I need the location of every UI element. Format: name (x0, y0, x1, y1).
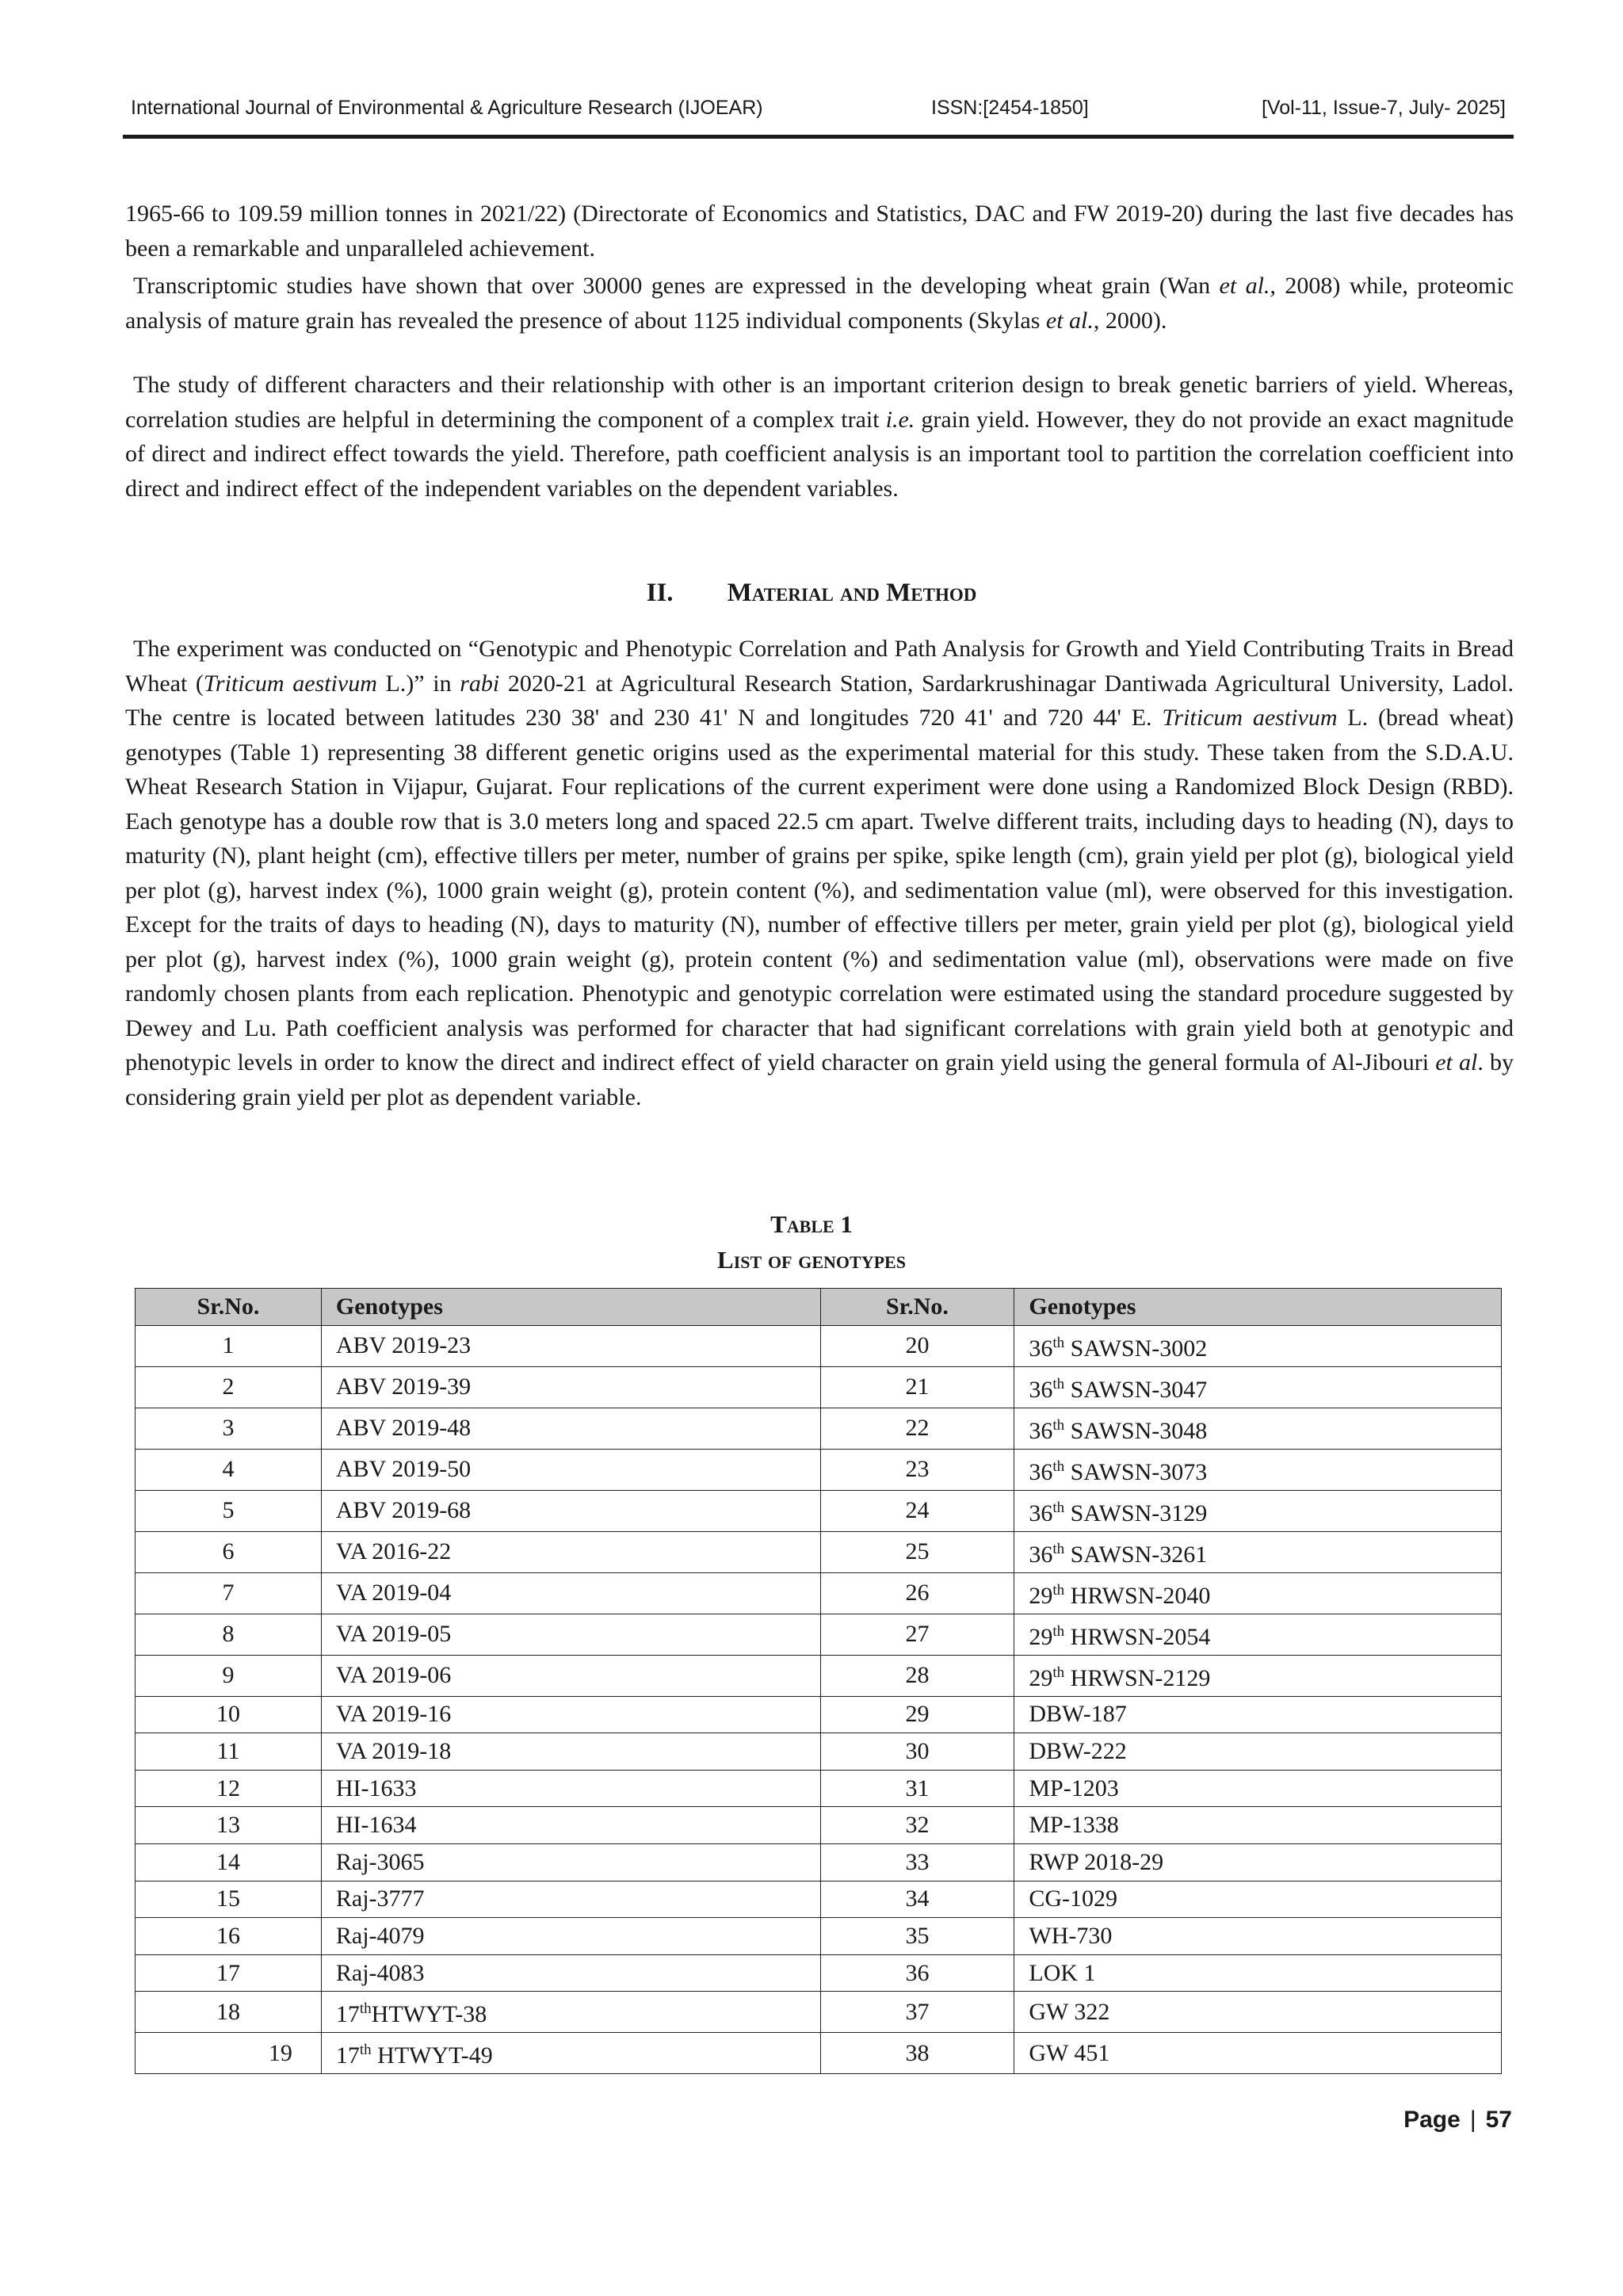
paragraph-text: , 2000). (1093, 307, 1167, 334)
genotype-name: SAWSN-3002 (1064, 1335, 1208, 1362)
table-row (136, 2033, 1502, 2074)
table-row (136, 1614, 1502, 1655)
serial-number-cell: 24 (820, 1490, 1014, 1531)
genotype-cell (1014, 1655, 1502, 1696)
genotype-cell: VA 2016-22 (321, 1531, 820, 1572)
genotype-cell: WH-730 (1014, 1918, 1502, 1955)
column-header: Sr.No. (820, 1289, 1014, 1326)
ordinal-suffix: th (1052, 1416, 1065, 1434)
serial-number-cell: 37 (820, 1992, 1014, 2033)
genotype-prefix: 17 (335, 2042, 360, 2069)
genotype-cell: GW 451 (1014, 2033, 1502, 2074)
volume-info: [Vol-11, Issue-7, July- 2025] (1261, 97, 1506, 119)
genotype-cell: ABV 2019-48 (321, 1408, 820, 1449)
genotype-prefix: 36 (1029, 1499, 1053, 1526)
genotype-cell: LOK 1 (1014, 1954, 1502, 1992)
serial-number-cell: 28 (820, 1655, 1014, 1696)
ordinal-suffix: th (1052, 1622, 1065, 1640)
serial-number-cell: 18 (136, 1992, 322, 2033)
genotype-cell (1014, 1572, 1502, 1614)
serial-number-cell: 38 (820, 2033, 1014, 2074)
genotype-cell: ABV 2019-68 (321, 1490, 820, 1531)
paragraph-text: . by considering grain yield per plot as dependent variable. (125, 1049, 1514, 1110)
genotype-cell: MP-1338 (1014, 1807, 1502, 1844)
table-row (136, 1366, 1502, 1408)
genotype-cell: VA 2019-18 (321, 1733, 820, 1771)
column-header: Genotypes (321, 1289, 820, 1326)
serial-number-cell: 26 (820, 1572, 1014, 1614)
ordinal-suffix: th (359, 2000, 372, 2018)
genotype-cell: VA 2019-06 (321, 1655, 820, 1696)
serial-number-cell: 5 (136, 1490, 322, 1531)
genotype-cell: DBW-187 (1014, 1696, 1502, 1733)
genotype-cell: MP-1203 (1014, 1770, 1502, 1807)
genotype-cell: Raj-3777 (321, 1881, 820, 1918)
table-row (136, 1696, 1502, 1733)
genotype-prefix: 29 (1029, 1664, 1053, 1691)
table-row (136, 1490, 1502, 1531)
genotype-cell (1014, 1531, 1502, 1572)
table-row (136, 1733, 1502, 1771)
table-number: Table 1 (770, 1210, 853, 1238)
serial-number-cell: 25 (820, 1531, 1014, 1572)
genotype-prefix: 17 (335, 2001, 360, 2028)
genotype-cell (1014, 1408, 1502, 1449)
genotype-name: HRWSN-2129 (1064, 1664, 1211, 1691)
table-row (136, 1881, 1502, 1918)
genotype-prefix: 36 (1029, 1541, 1053, 1568)
paragraph-text: 2020-21 at Agricultural Research Station, Sardarkrushinagar Dantiwada Agricultural University, Ladol. The centre is located between latitudes 230 38' and 230 41' N and longitudes 720 41' and 720 44' E. (125, 670, 1514, 731)
page-number (1403, 2107, 1512, 2134)
serial-number-cell: 2 (136, 1366, 322, 1408)
paragraph-text: grain yield. However, they do not provide an exact magnitude of direct and indirect effect towards the yield. Therefore, path coefficient analysis is an important tool to partition the correlation coefficient into direct and indirect effect of the independent variables on the dependent variables. (125, 406, 1514, 502)
ordinal-suffix: th (1052, 1457, 1065, 1475)
genotype-cell: RWP 2018-29 (1014, 1843, 1502, 1881)
genotype-name: HTWYT-49 (371, 2042, 493, 2069)
transcriptomic-paragraph (125, 269, 1514, 338)
citation-etal: et al (1435, 1049, 1478, 1075)
table-row (136, 1449, 1502, 1490)
serial-number-cell: 11 (136, 1733, 322, 1771)
genotype-cell (321, 2033, 820, 2074)
genotype-cell: VA 2019-04 (321, 1572, 820, 1614)
serial-number-cell: 14 (136, 1843, 322, 1881)
ordinal-suffix: th (1052, 1581, 1065, 1599)
serial-number-cell: 20 (820, 1325, 1014, 1366)
genotype-cell: Raj-4083 (321, 1954, 820, 1992)
genotype-prefix: 29 (1029, 1623, 1053, 1650)
serial-number-cell: 10 (136, 1696, 322, 1733)
genotype-prefix: 29 (1029, 1582, 1053, 1609)
table-header-row (136, 1289, 1502, 1326)
serial-number-cell: 31 (820, 1770, 1014, 1807)
genotype-name: SAWSN-3261 (1064, 1541, 1208, 1568)
table-row (136, 1325, 1502, 1366)
table-title: List of genotypes (717, 1246, 906, 1274)
genotype-name: SAWSN-3129 (1064, 1499, 1208, 1526)
table-row (136, 1655, 1502, 1696)
serial-number-cell: 17 (136, 1954, 322, 1992)
citation-etal: et al. (1045, 307, 1094, 334)
genotype-cell: HI-1634 (321, 1807, 820, 1844)
species-name: Triticum aestivum (1162, 705, 1338, 731)
serial-number-cell: 29 (820, 1696, 1014, 1733)
serial-number-cell: 12 (136, 1770, 322, 1807)
serial-number-cell: 6 (136, 1531, 322, 1572)
serial-number-cell: 22 (820, 1408, 1014, 1449)
ordinal-suffix: th (1052, 1499, 1065, 1516)
serial-number-cell: 30 (820, 1733, 1014, 1771)
genotype-name: SAWSN-3073 (1064, 1458, 1208, 1485)
ordinal-suffix: th (1052, 1375, 1065, 1392)
table-row (136, 1770, 1502, 1807)
table-row (136, 1807, 1502, 1844)
method-paragraph (125, 632, 1514, 1114)
season-term: rabi (460, 670, 500, 697)
genotype-cell: ABV 2019-50 (321, 1449, 820, 1490)
paragraph-text: The study of different characters and their relationship with other is an important criterion design to break genetic barriers of yield. Whereas, correlation studies are helpful in determining the component of a complex trait (125, 372, 1514, 433)
ordinal-suffix: th (1052, 1334, 1065, 1351)
serial-number-cell: 13 (136, 1807, 322, 1844)
genotype-name: SAWSN-3048 (1064, 1417, 1208, 1444)
serial-number-cell: 16 (136, 1918, 322, 1955)
table-row (136, 1572, 1502, 1614)
serial-number-cell: 19 (136, 2033, 322, 2074)
table-row (136, 1408, 1502, 1449)
genotype-cell: HI-1633 (321, 1770, 820, 1807)
genotype-cell (1014, 1325, 1502, 1366)
genotype-prefix: 36 (1029, 1335, 1053, 1362)
journal-name: International Journal of Environmental & Agriculture Research (IJOEAR) (131, 97, 763, 119)
serial-number-cell: 9 (136, 1655, 322, 1696)
citation-etal: et al., (1219, 273, 1276, 299)
serial-number-cell: 4 (136, 1449, 322, 1490)
page-label: Page (1403, 2107, 1461, 2133)
column-header: Genotypes (1014, 1289, 1502, 1326)
paragraph-text: Transcriptomic studies have shown that over 30000 genes are expressed in the developing wheat grain (Wan (133, 273, 1220, 299)
genotype-cell: ABV 2019-39 (321, 1366, 820, 1408)
genotype-cell: VA 2019-05 (321, 1614, 820, 1655)
serial-number-cell: 35 (820, 1918, 1014, 1955)
genotype-cell: DBW-222 (1014, 1733, 1502, 1771)
genotype-name: HRWSN-2040 (1064, 1582, 1211, 1609)
table-row (136, 1954, 1502, 1992)
serial-number-cell: 36 (820, 1954, 1014, 1992)
intro-paragraph-continued (125, 197, 1514, 266)
ordinal-suffix: th (1052, 1540, 1065, 1557)
column-header: Sr.No. (136, 1289, 322, 1326)
genotype-cell (1014, 1614, 1502, 1655)
path-analysis-paragraph (125, 368, 1514, 506)
serial-number-cell: 23 (820, 1449, 1014, 1490)
section-heading (0, 579, 1623, 608)
genotype-prefix: 36 (1029, 1376, 1053, 1403)
genotype-cell (1014, 1449, 1502, 1490)
paragraph-text: L. (bread wheat) genotypes (Table 1) representing 38 different genetic origins used as the experimental material for this study. These taken from the S.D.A.U. Wheat Research Station in Vijapur, Gujarat. Four replications of the current experiment were done using a Randomized Block Design (RBD). Each genotype has a double row that is 3.0 meters long and spaced 22.5 cm apart. Twelve different traits, including days to heading (N), days to maturity (N), plant height (cm), effective tillers per meter, number of grains per spike, spike length (cm), grain yield per plot (g), biological yield per plot (g), harvest index (%), 1000 grain weight (g), protein content (%), and sedimentation value (ml), were observed for this investigation. Except for the traits of days to heading (N), days to maturity (N), number of effective tillers per meter, grain yield per plot (g), biological yield per plot (g), harvest index (%), 1000 grain weight (g), protein content (%) and sedimentation value (ml), observations were made on five randomly chosen plants from each replication. Phenotypic and genotypic correlation were estimated using the standard procedure suggested by Dewey and Lu. Path coefficient analysis was performed for character that had significant correlations with grain yield both at genotypic and phenotypic levels in order to know the direct and indirect effect of yield character on grain yield using the general formula of Al-Jibouri (125, 705, 1514, 1075)
ordinal-suffix: th (359, 2042, 372, 2059)
table-row (136, 1918, 1502, 1955)
ie-abbrev: i.e. (885, 406, 915, 433)
serial-number-cell: 3 (136, 1408, 322, 1449)
serial-number-cell: 32 (820, 1807, 1014, 1844)
genotype-cell: VA 2019-16 (321, 1696, 820, 1733)
serial-number-cell: 1 (136, 1325, 322, 1366)
genotype-cell: CG-1029 (1014, 1881, 1502, 1918)
genotype-cell: GW 322 (1014, 1992, 1502, 2033)
page-number-value: 57 (1485, 2107, 1512, 2133)
serial-number-cell: 27 (820, 1614, 1014, 1655)
section-number: II. (646, 579, 674, 607)
table-row (136, 1992, 1502, 2033)
paragraph-text: 2008) while, proteomic analysis of mature grain has revealed the presence of about 1125 individual components (Skylas (125, 273, 1514, 334)
serial-number-cell: 15 (136, 1881, 322, 1918)
paragraph-text: The experiment was conducted on “Genotypic and Phenotypic Correlation and Path Analysis for Growth and Yield Contributing Traits in Bread Wheat ( (125, 636, 1514, 697)
genotype-cell: Raj-4079 (321, 1918, 820, 1955)
serial-number-cell: 8 (136, 1614, 322, 1655)
genotype-cell (321, 1992, 820, 2033)
issn: ISSN:[2454-1850] (931, 97, 1089, 119)
table-row (136, 1531, 1502, 1572)
genotype-name: HRWSN-2054 (1064, 1623, 1211, 1650)
genotype-prefix: 36 (1029, 1417, 1053, 1444)
running-header (123, 94, 1514, 139)
paragraph-text: L.)” in (376, 670, 460, 697)
section-title: Material and Method (727, 579, 977, 607)
genotypes-table (135, 1288, 1502, 2074)
paragraph-text: 1965-66 to 109.59 million tonnes in 2021/22) (Directorate of Economics and Statistics, DAC and FW 2019-20) during the last five decades has been a remarkable and unparalleled achievement. (125, 201, 1514, 262)
genotype-cell: Raj-3065 (321, 1843, 820, 1881)
serial-number-cell: 34 (820, 1881, 1014, 1918)
serial-number-cell: 21 (820, 1366, 1014, 1408)
table-row (136, 1843, 1502, 1881)
page-separator: | (1469, 2107, 1476, 2133)
species-name: Triticum aestivum (203, 670, 377, 697)
genotype-cell (1014, 1366, 1502, 1408)
genotype-prefix: 36 (1029, 1458, 1053, 1485)
genotype-cell: ABV 2019-23 (321, 1325, 820, 1366)
ordinal-suffix: th (1052, 1664, 1065, 1681)
serial-number-cell: 7 (136, 1572, 322, 1614)
serial-number-cell: 33 (820, 1843, 1014, 1881)
genotype-name: SAWSN-3047 (1064, 1376, 1208, 1403)
table-body (136, 1325, 1502, 2074)
genotype-name: HTWYT-38 (371, 2001, 487, 2028)
genotype-cell (1014, 1490, 1502, 1531)
